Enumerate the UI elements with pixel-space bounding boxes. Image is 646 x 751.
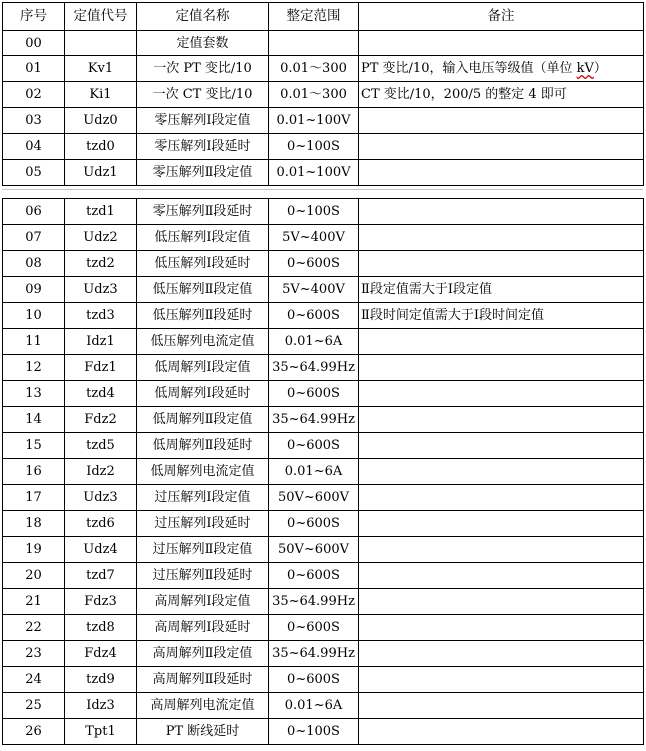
- code-cell: Udz4: [65, 537, 137, 563]
- range-cell: 0.01~100V: [269, 160, 359, 186]
- note-cell: [359, 160, 644, 186]
- range-cell: 0~600S: [269, 615, 359, 641]
- seq-cell: 03: [3, 108, 65, 134]
- seq-cell: 26: [3, 719, 65, 745]
- seq-cell: 04: [3, 134, 65, 160]
- code-cell: tzd8: [65, 615, 137, 641]
- note-cell: CT 变比/10，200/5 的整定 4 即可: [359, 82, 644, 108]
- note-cell: [359, 225, 644, 251]
- table-row: [3, 589, 644, 615]
- name-cell: 零压解列Ⅰ段定值: [137, 108, 269, 134]
- note-cell: [359, 641, 644, 667]
- seq-cell: 18: [3, 511, 65, 537]
- name-cell: 低周解列电流定值: [137, 459, 269, 485]
- code-cell: tzd5: [65, 433, 137, 459]
- code-cell: Udz1: [65, 160, 137, 186]
- note-cell: [359, 511, 644, 537]
- seq-cell: 00: [3, 31, 65, 56]
- table-row: [3, 537, 644, 563]
- table-row: [3, 381, 644, 407]
- seq-cell: 13: [3, 381, 65, 407]
- settings-table-top: [2, 2, 644, 186]
- note-cell: [359, 251, 644, 277]
- table-row: [3, 31, 644, 56]
- note-cell: [359, 355, 644, 381]
- seq-cell: 22: [3, 615, 65, 641]
- code-cell: tzd6: [65, 511, 137, 537]
- note-cell: [359, 381, 644, 407]
- table-row: [3, 407, 644, 433]
- name-cell: 高周解列电流定值: [137, 693, 269, 719]
- table-row: [3, 225, 644, 251]
- code-cell: Udz2: [65, 225, 137, 251]
- range-cell: 0.01~6A: [269, 693, 359, 719]
- range-cell: 0.01~6A: [269, 329, 359, 355]
- seq-cell: 23: [3, 641, 65, 667]
- range-cell: 0.01～300: [269, 56, 359, 82]
- table-row: [3, 615, 644, 641]
- note-cell: [359, 329, 644, 355]
- table-row: [3, 719, 644, 745]
- seq-cell: 17: [3, 485, 65, 511]
- table-row: [3, 277, 644, 303]
- spellcheck-underline: kV: [576, 61, 594, 76]
- name-cell: 过压解列Ⅱ段定值: [137, 537, 269, 563]
- header-name: 定值名称: [137, 3, 269, 31]
- seq-cell: 16: [3, 459, 65, 485]
- range-cell: 50V~600V: [269, 485, 359, 511]
- seq-cell: 11: [3, 329, 65, 355]
- note-cell: [359, 693, 644, 719]
- name-cell: 过压解列Ⅱ段延时: [137, 563, 269, 589]
- range-cell: 0~100S: [269, 134, 359, 160]
- table-row: [3, 160, 644, 186]
- name-cell: 高周解列Ⅰ段延时: [137, 615, 269, 641]
- code-cell: Ki1: [65, 82, 137, 108]
- seq-cell: 06: [3, 199, 65, 225]
- name-cell: 一次 PT 变比/10: [137, 56, 269, 82]
- table-row: [3, 134, 644, 160]
- table-row: [3, 693, 644, 719]
- range-cell: 0~100S: [269, 199, 359, 225]
- code-cell: tzd4: [65, 381, 137, 407]
- name-cell: 零压解列Ⅱ段延时: [137, 199, 269, 225]
- range-cell: 35~64.99Hz: [269, 355, 359, 381]
- name-cell: 低周解列Ⅰ段延时: [137, 381, 269, 407]
- header-range: 整定范围: [269, 3, 359, 31]
- name-cell: 定值套数: [137, 31, 269, 56]
- code-cell: tzd9: [65, 667, 137, 693]
- code-cell: Tpt1: [65, 719, 137, 745]
- code-cell: Fdz4: [65, 641, 137, 667]
- table-row: [3, 199, 644, 225]
- code-cell: tzd2: [65, 251, 137, 277]
- table-row: [3, 459, 644, 485]
- name-cell: 一次 CT 变比/10: [137, 82, 269, 108]
- note-cell: [359, 485, 644, 511]
- note-cell: PT 变比/10，输入电压等级值（单位 kV）: [359, 56, 644, 82]
- header-note: 备注: [359, 3, 644, 31]
- seq-cell: 09: [3, 277, 65, 303]
- range-cell: 50V~600V: [269, 537, 359, 563]
- page-break-divider: [2, 189, 643, 190]
- seq-cell: 12: [3, 355, 65, 381]
- code-cell: Kv1: [65, 56, 137, 82]
- table-row: [3, 108, 644, 134]
- name-cell: 低压解列Ⅱ段延时: [137, 303, 269, 329]
- seq-cell: 10: [3, 303, 65, 329]
- note-cell: [359, 108, 644, 134]
- range-cell: 0~600S: [269, 303, 359, 329]
- range-cell: 35~64.99Hz: [269, 641, 359, 667]
- range-cell: 0~100S: [269, 719, 359, 745]
- name-cell: 高周解列Ⅱ段延时: [137, 667, 269, 693]
- name-cell: 零压解列Ⅰ段延时: [137, 134, 269, 160]
- range-cell: 0~600S: [269, 667, 359, 693]
- seq-cell: 01: [3, 56, 65, 82]
- note-cell: [359, 589, 644, 615]
- seq-cell: 15: [3, 433, 65, 459]
- table-row: [3, 667, 644, 693]
- settings-table-bottom: [2, 198, 644, 745]
- range-cell: 0~600S: [269, 381, 359, 407]
- table-row: [3, 251, 644, 277]
- range-cell: 35~64.99Hz: [269, 589, 359, 615]
- table-row: [3, 563, 644, 589]
- note-cell: [359, 407, 644, 433]
- range-cell: 0.01～300: [269, 82, 359, 108]
- note-cell: [359, 719, 644, 745]
- seq-cell: 25: [3, 693, 65, 719]
- seq-cell: 24: [3, 667, 65, 693]
- name-cell: 高周解列Ⅱ段定值: [137, 641, 269, 667]
- seq-cell: 05: [3, 160, 65, 186]
- code-cell: Idz1: [65, 329, 137, 355]
- code-cell: Idz2: [65, 459, 137, 485]
- name-cell: 过压解列Ⅰ段延时: [137, 511, 269, 537]
- table-row: [3, 355, 644, 381]
- range-cell: 35~64.99Hz: [269, 407, 359, 433]
- note-cell: [359, 31, 644, 56]
- table-row: [3, 641, 644, 667]
- seq-cell: 07: [3, 225, 65, 251]
- range-cell: 5V~400V: [269, 225, 359, 251]
- name-cell: 低压解列电流定值: [137, 329, 269, 355]
- code-cell: Idz3: [65, 693, 137, 719]
- range-cell: 0.01~6A: [269, 459, 359, 485]
- note-cell: [359, 537, 644, 563]
- note-cell: [359, 563, 644, 589]
- note-cell: Ⅱ段定值需大于Ⅰ段定值: [359, 277, 644, 303]
- range-cell: 0~600S: [269, 511, 359, 537]
- code-cell: tzd1: [65, 199, 137, 225]
- seq-cell: 14: [3, 407, 65, 433]
- header-seq: 序号: [3, 3, 65, 31]
- seq-cell: 20: [3, 563, 65, 589]
- range-cell: 0~600S: [269, 563, 359, 589]
- range-cell: [269, 31, 359, 56]
- code-cell: Fdz2: [65, 407, 137, 433]
- name-cell: 低压解列Ⅰ段延时: [137, 251, 269, 277]
- code-cell: tzd0: [65, 134, 137, 160]
- name-cell: 低压解列Ⅰ段定值: [137, 225, 269, 251]
- table-row: [3, 82, 644, 108]
- code-cell: Udz0: [65, 108, 137, 134]
- note-cell: [359, 199, 644, 225]
- table-row: [3, 511, 644, 537]
- name-cell: 低周解列Ⅱ段定值: [137, 407, 269, 433]
- code-cell: tzd3: [65, 303, 137, 329]
- table-row: [3, 303, 644, 329]
- name-cell: 低周解列Ⅰ段定值: [137, 355, 269, 381]
- seq-cell: 08: [3, 251, 65, 277]
- name-cell: PT 断线延时: [137, 719, 269, 745]
- header-row: [3, 3, 644, 31]
- seq-cell: 21: [3, 589, 65, 615]
- note-cell: [359, 667, 644, 693]
- code-cell: Udz3: [65, 277, 137, 303]
- code-cell: tzd7: [65, 563, 137, 589]
- note-cell: [359, 459, 644, 485]
- note-cell: [359, 615, 644, 641]
- range-cell: 5V~400V: [269, 277, 359, 303]
- code-cell: Udz3: [65, 485, 137, 511]
- note-cell: [359, 134, 644, 160]
- seq-cell: 19: [3, 537, 65, 563]
- table-row: [3, 485, 644, 511]
- note-cell: Ⅱ段时间定值需大于Ⅰ段时间定值: [359, 303, 644, 329]
- table-row: [3, 433, 644, 459]
- table-row: [3, 56, 644, 82]
- range-cell: 0~600S: [269, 251, 359, 277]
- table-row: [3, 329, 644, 355]
- name-cell: 过压解列Ⅰ段定值: [137, 485, 269, 511]
- seq-cell: 02: [3, 82, 65, 108]
- range-cell: 0.01~100V: [269, 108, 359, 134]
- range-cell: 0~600S: [269, 433, 359, 459]
- code-cell: Fdz1: [65, 355, 137, 381]
- header-code: 定值代号: [65, 3, 137, 31]
- name-cell: 高周解列Ⅰ段定值: [137, 589, 269, 615]
- name-cell: 低周解列Ⅱ段延时: [137, 433, 269, 459]
- note-cell: [359, 433, 644, 459]
- name-cell: 零压解列Ⅱ段定值: [137, 160, 269, 186]
- code-cell: Fdz3: [65, 589, 137, 615]
- name-cell: 低压解列Ⅱ段定值: [137, 277, 269, 303]
- code-cell: [65, 31, 137, 56]
